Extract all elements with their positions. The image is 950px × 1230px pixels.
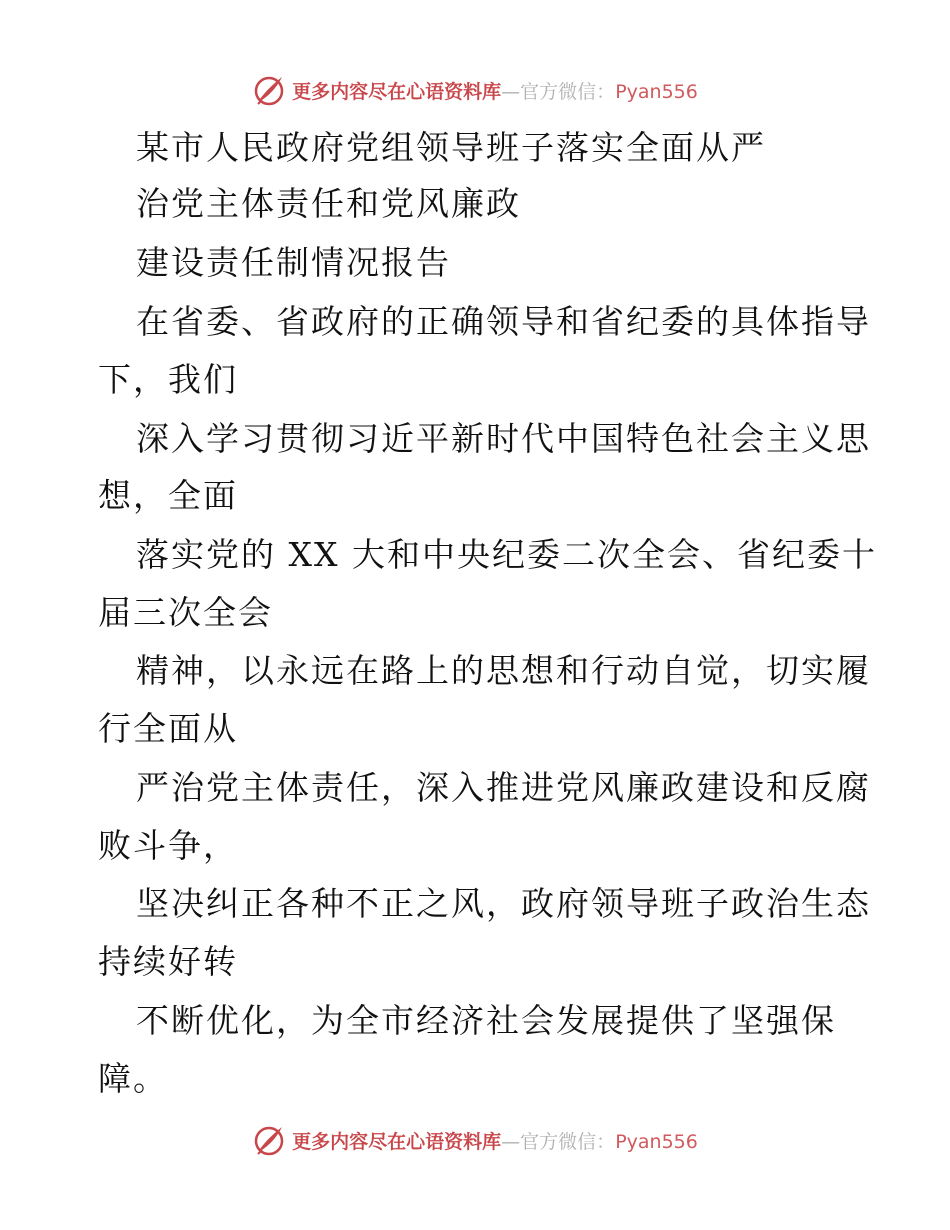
paragraph-line: 行全面从 — [98, 709, 238, 748]
title-line-3: 建设责任制情况报告 — [136, 243, 451, 282]
paragraph-line: 持续好转 — [98, 942, 238, 981]
title-line-1: 某市人民政府党组领导班子落实全面从严 — [136, 128, 766, 167]
footer-banner — [0, 1120, 950, 1160]
banner-wechat-id: Pyan556 — [615, 80, 698, 103]
paragraph-line: 坚决纠正各种不正之风，政府领导班子政治生态 — [136, 884, 871, 923]
paragraph-line: 落实党的 XX 大和中央纪委二次全会、省纪委十 — [136, 535, 877, 574]
banner-wechat-id: Pyan556 — [615, 1130, 698, 1153]
banner-text — [292, 1127, 698, 1154]
banner-site-name: 更多内容尽在心语资料库 — [292, 1130, 502, 1153]
paragraph-line: 严治党主体责任，深入推进党风廉政建设和反腐 — [136, 768, 871, 807]
feather-pen-logo-icon — [252, 73, 286, 107]
paragraph-line: 精神，以永远在路上的思想和行动自觉，切实履 — [136, 651, 871, 690]
banner-separator: —官方微信： — [501, 80, 616, 103]
banner-site-name: 更多内容尽在心语资料库 — [292, 80, 502, 103]
paragraph-line: 败斗争， — [98, 826, 238, 865]
paragraph-line: 想，全面 — [98, 476, 238, 515]
paragraph-line: 障。 — [98, 1059, 168, 1098]
banner-text — [292, 77, 698, 104]
paragraph-line: 深入学习贯彻习近平新时代中国特色社会主义思 — [136, 419, 871, 458]
feather-pen-logo-icon — [252, 1123, 286, 1157]
paragraph-line: 不断优化，为全市经济社会发展提供了坚强保 — [136, 1001, 836, 1040]
title-line-2: 治党主体责任和党风廉政 — [136, 184, 521, 223]
paragraph-line: 届三次全会 — [98, 593, 273, 632]
paragraph-line: 在省委、省政府的正确领导和省纪委的具体指导 — [136, 302, 871, 341]
banner-separator: —官方微信： — [501, 1130, 616, 1153]
paragraph-line: 下，我们 — [98, 360, 238, 399]
header-banner — [0, 70, 950, 110]
